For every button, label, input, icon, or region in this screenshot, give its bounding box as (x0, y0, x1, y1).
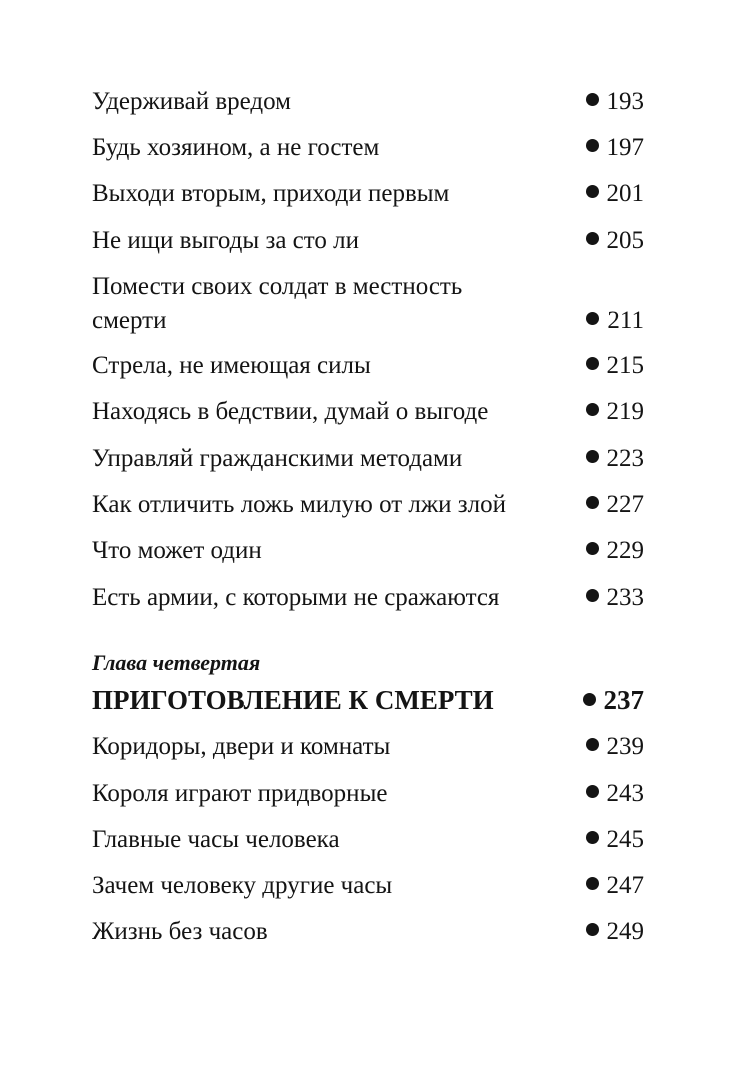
page-ref (586, 349, 645, 383)
toc-entry-title: Короля играют придворные (92, 780, 388, 807)
page-ref (586, 224, 645, 258)
toc-entry-title: Что может один (92, 537, 262, 564)
bullet-icon (586, 403, 599, 416)
page-number: 243 (606, 780, 644, 807)
chapter-title-entry[interactable] (92, 683, 644, 717)
page-number: 245 (606, 826, 644, 853)
toc-entry[interactable] (92, 823, 644, 857)
toc-entry-title: Есть армии, с которыми не сражаются (92, 584, 500, 611)
bullet-icon (586, 785, 599, 798)
toc-entry-title: Зачем человеку другие часы (92, 872, 393, 899)
page-ref (586, 534, 645, 568)
page-number: 247 (606, 872, 644, 899)
page-number: 197 (606, 134, 644, 161)
toc-entry-title: Помести своих солдат в местность смерти (92, 273, 463, 334)
toc-entry[interactable] (92, 85, 644, 119)
toc-entry[interactable] (92, 270, 644, 338)
toc-entry[interactable] (92, 442, 644, 476)
page-ref (586, 730, 645, 764)
page-number: 227 (606, 491, 644, 518)
bullet-icon (586, 923, 599, 936)
page-number: 219 (606, 398, 644, 425)
page-number: 201 (606, 180, 644, 207)
page-ref (586, 869, 645, 903)
toc-entry-title: Будь хозяином, а не гостем (92, 134, 380, 161)
bullet-icon (583, 693, 596, 706)
toc-entry[interactable] (92, 581, 644, 615)
toc-entry-title: Управляй гражданскими методами (92, 445, 463, 472)
page-number: 211 (607, 307, 644, 334)
page-ref (586, 395, 645, 429)
toc-entry[interactable] (92, 177, 644, 211)
page-ref (586, 915, 645, 949)
toc-entry-title: Удерживай вредом (92, 88, 291, 115)
page-number: 237 (603, 685, 644, 715)
toc-entry[interactable] (92, 224, 644, 258)
chapter-label: Глава четвертая (92, 650, 261, 675)
page-ref (586, 85, 645, 119)
page-ref (586, 442, 645, 476)
toc-entry-title: Стрела, не имеющая силы (92, 352, 371, 379)
toc-entry[interactable] (92, 488, 644, 522)
page-number: 233 (606, 584, 644, 611)
toc-entry-title: Не ищи выгоды за сто ли (92, 227, 359, 254)
page-number: 249 (606, 918, 644, 945)
page-number: 239 (606, 733, 644, 760)
toc-entry[interactable] (92, 395, 644, 429)
page-ref (586, 304, 644, 338)
bullet-icon (586, 738, 599, 751)
page-ref (586, 488, 645, 522)
toc-entry-title: Выходи вторым, приходи первым (92, 180, 450, 207)
bullet-icon (586, 357, 599, 370)
bullet-icon (586, 185, 599, 198)
bullet-icon (586, 312, 599, 325)
page-number: 215 (606, 352, 644, 379)
toc-entry[interactable] (92, 349, 644, 383)
page-ref (586, 777, 645, 811)
bullet-icon (586, 496, 599, 509)
bullet-icon (586, 589, 599, 602)
toc-entry-title: Находясь в бедствии, думай о выгоде (92, 398, 489, 425)
toc-entry-title: Жизнь без часов (92, 918, 268, 945)
toc-entry[interactable] (92, 730, 644, 764)
toc-entry[interactable] (92, 777, 644, 811)
chapter-title: ПРИГОТОВЛЕНИЕ К СМЕРТИ (92, 685, 494, 715)
page-number: 205 (606, 227, 644, 254)
bullet-icon (586, 831, 599, 844)
bullet-icon (586, 139, 599, 152)
toc-entry-title: Главные часы человека (92, 826, 340, 853)
toc-entry[interactable] (92, 131, 644, 165)
toc-entry[interactable] (92, 915, 644, 949)
page-number: 193 (606, 88, 644, 115)
page-ref (586, 131, 645, 165)
bullet-icon (586, 542, 599, 555)
bullet-icon (586, 877, 599, 890)
toc-entry[interactable] (92, 534, 644, 568)
bullet-icon (586, 450, 599, 463)
page-number: 223 (606, 445, 644, 472)
page-ref (583, 683, 645, 717)
bullet-icon (586, 93, 599, 106)
toc-entry-title: Коридоры, двери и комнаты (92, 733, 391, 760)
toc-entry[interactable] (92, 869, 644, 903)
bullet-icon (586, 232, 599, 245)
page-ref (586, 823, 645, 857)
page-number: 229 (606, 537, 644, 564)
page-ref (586, 177, 645, 211)
toc-entry-title: Как отличить ложь милую от лжи злой (92, 491, 507, 518)
page-ref (586, 581, 645, 615)
